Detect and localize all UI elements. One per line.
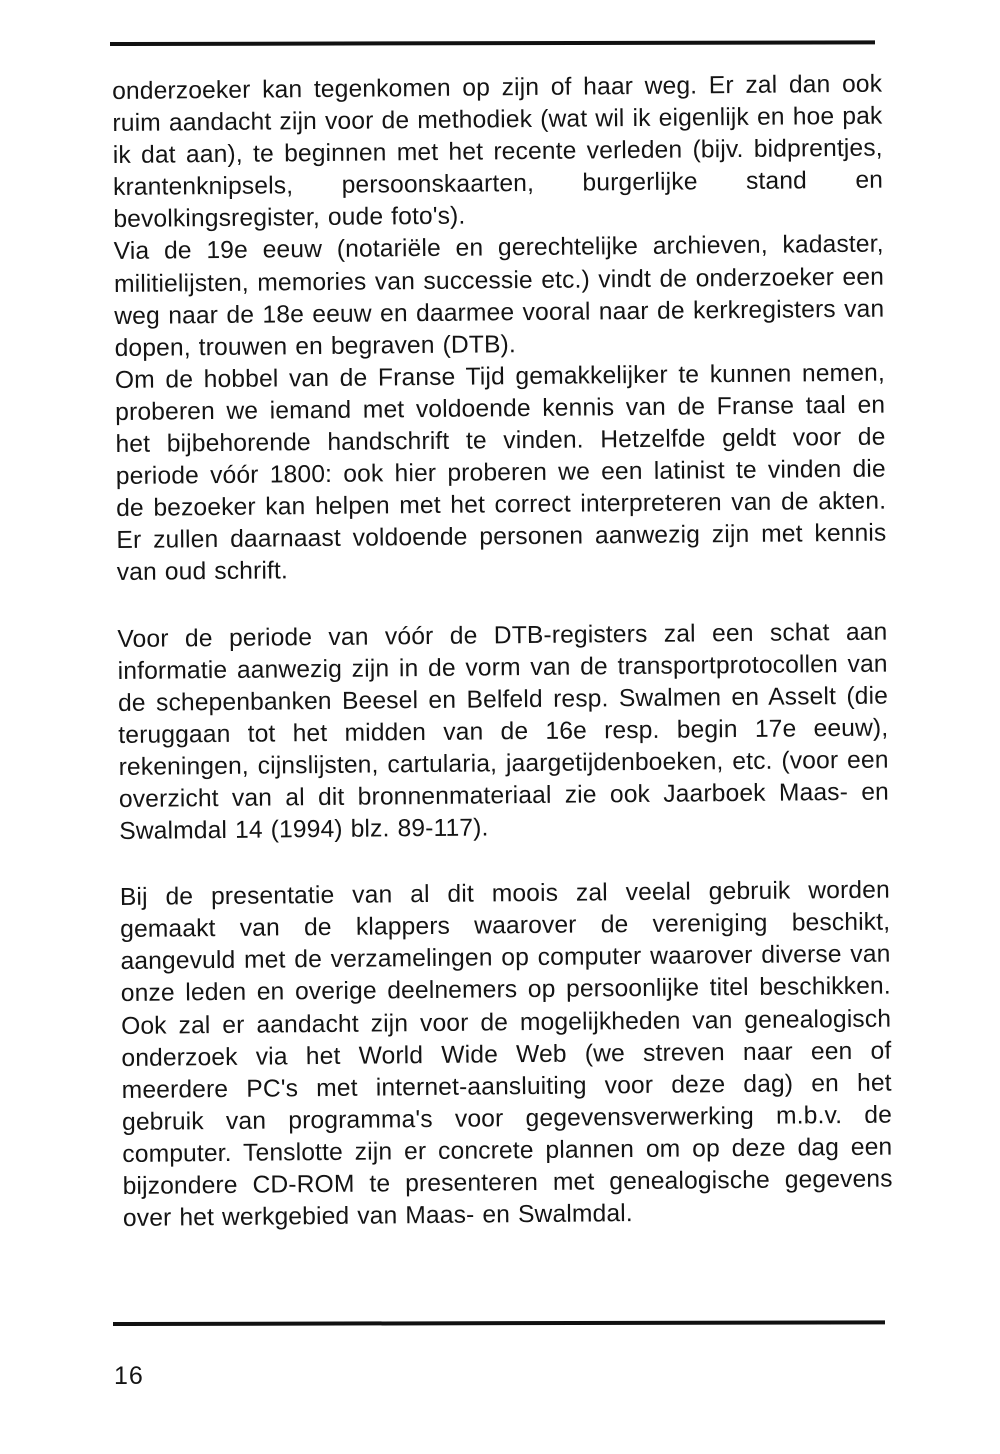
paragraph-3: Om de hobbel van de Franse Tijd gemakkelijker te kunnen nemen, proberen we iemand met voldoende kennis van de Franse taal en het bijbehorende handschrift te vinden. Hetzelfde geldt voor de periode vóór 1800: ook hier proberen we een latinist te vinden die de bezoeker kan helpen met het correct interpreteren van de akten. Er zullen daarnaast voldoende personen aanwezig zijn met kennis van oud schrift. bbox=[114, 359, 887, 587]
paragraph-4: Voor de periode van vóór de DTB-registers zal een schat aan informatie aanwezig zijn in de vorm van de transportprotocollen van de schepenbanken Beesel en Belfeld resp. Swalmen en Asselt (die teruggaan tot het midden van de 16e resp. begin 17e eeuw), rekeningen, cijnslijsten, cartularia, jaargetijdenboeken, etc. (voor een overzicht van al dit bronnenmateriaal zie ook Jaarboek Maas- en Swalmdal 14 (1994) blz. 89-117). bbox=[117, 618, 890, 846]
bottom-rule bbox=[113, 1320, 885, 1326]
paragraph-1: onderzoeker kan tegenkomen op zijn of haar weg. Er zal dan ook ruim aandacht zijn voor de methodiek (wat wil ik eigenlijk en hoe pak ik dat aan), te beginnen met het recente verleden (bijv. bidprentjes, krantenknipsels, persoonskaarten, burgerlijke stand en bevolkingsregister, oude foto's). bbox=[112, 70, 884, 234]
top-rule bbox=[110, 40, 875, 46]
page-content bbox=[112, 69, 893, 1236]
page-number: 16 bbox=[114, 1362, 144, 1390]
paragraph-5: Bij de presentatie van al dit moois zal veelal gebruik worden gemaakt van de klappers waarover de vereniging beschikt, aangevuld met de verzamelingen op computer waarover diverse van onze leden en overige deelnemers op persoonlijke titel beschikken. Ook zal er aandacht zijn voor de mogelijkheden van genealogisch onderzoek via het World Wide Web (we streven naar een of meerdere PC's met internet-aansluiting voor deze dag) en het gebruik van programma's voor gegevensverwerking m.b.v. de computer. Tenslotte zijn er concrete plannen om op deze dag een bijzondere CD-ROM te presenteren met genealogische gegevens over het werkgebied van Maas- en Swalmdal. bbox=[119, 876, 893, 1233]
paragraph-2: Via de 19e eeuw (notariële en gerechtelijke archieven, kadaster, militielijsten, memories van successie etc.) vindt de onderzoeker een weg naar de 18e eeuw en daarmee vooral naar de kerkregisters van dopen, trouwen en begraven (DTB). bbox=[113, 231, 885, 362]
